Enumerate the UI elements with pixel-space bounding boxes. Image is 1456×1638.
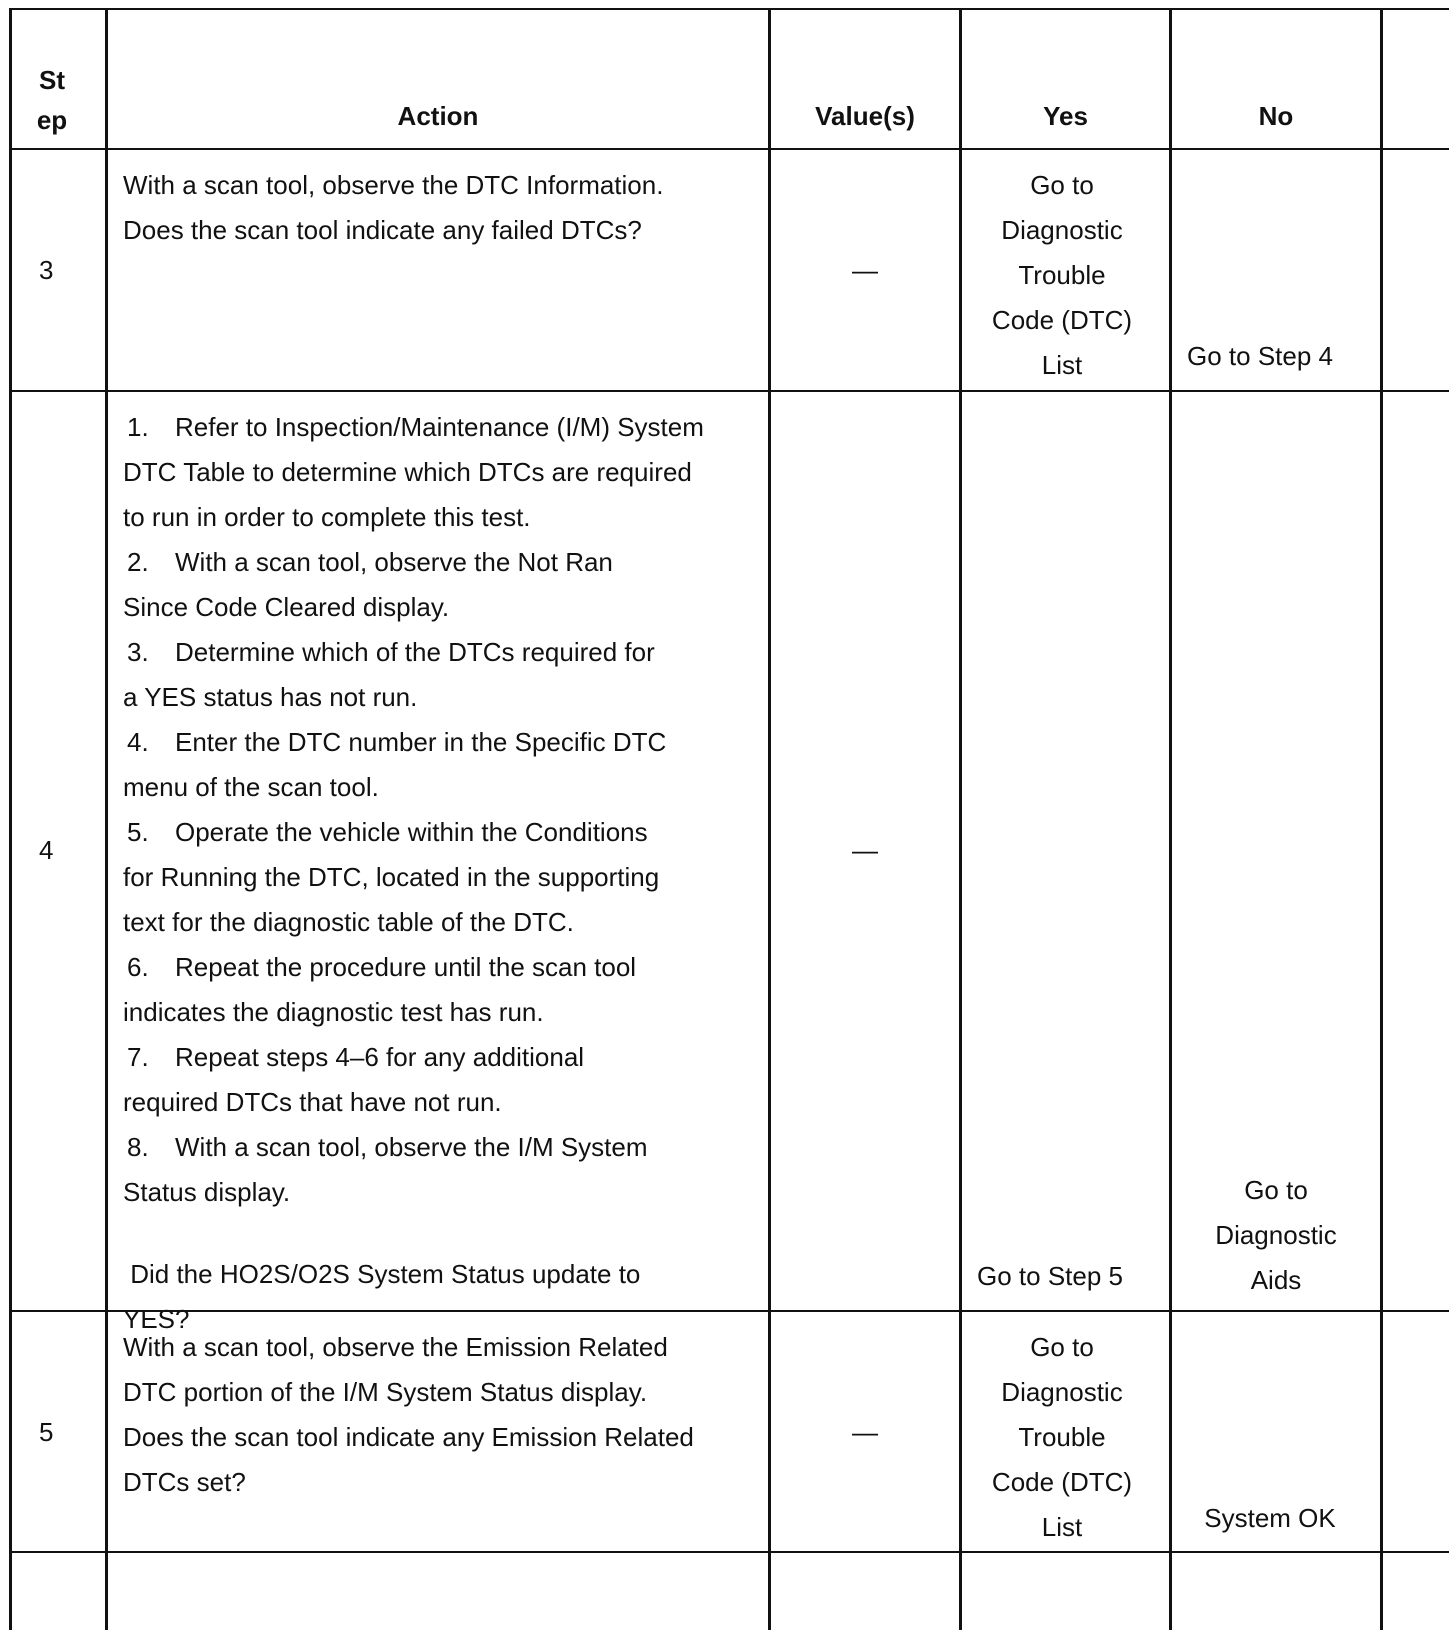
action-line: Does the scan tool indicate any Emission Related (123, 1422, 694, 1452)
action-line: Status display. (123, 1177, 291, 1207)
column-divider (1169, 8, 1172, 1630)
action-item-text: With a scan tool, observe the I/M System (175, 1132, 648, 1162)
action-line: menu of the scan tool. (123, 772, 379, 802)
row-step-number: 3 (39, 255, 54, 285)
yes-line: Go to (1030, 170, 1094, 200)
action-item (123, 540, 763, 585)
action-item-text: Operate the vehicle within the Conditions (175, 817, 648, 847)
table-border-bottom (9, 1551, 1449, 1553)
action-line: for Running the DTC, located in the supporting (123, 862, 660, 892)
header-step (12, 60, 92, 140)
row-action (123, 405, 763, 1342)
column-divider (105, 8, 108, 1630)
yes-line: List (1041, 1512, 1083, 1542)
action-item-number: 4. (127, 727, 149, 757)
action-item (123, 945, 763, 990)
action-item-number: 6. (127, 952, 149, 982)
action-item-number: 5. (127, 817, 149, 847)
question-line: Did the HO2S/O2S System Status update to (123, 1259, 641, 1289)
action-item (123, 630, 763, 675)
action-item-text: Enter the DTC number in the Specific DTC (175, 727, 667, 757)
yes-line: Go to (1030, 1332, 1094, 1362)
row-action (123, 163, 763, 253)
action-line: text for the diagnostic table of the DTC. (123, 907, 574, 937)
diagnostic-table (9, 8, 1449, 1630)
yes-line: Trouble (1018, 260, 1106, 290)
header-divider (9, 148, 1449, 150)
action-line: a YES status has not run. (123, 682, 418, 712)
action-item (123, 405, 763, 450)
action-line: With a scan tool, observe the Emission Related (123, 1332, 668, 1362)
row-value: — (852, 1417, 878, 1447)
action-item-text: Determine which of the DTCs required for (175, 637, 655, 667)
row-value: — (852, 255, 878, 285)
action-item (123, 720, 763, 765)
action-line: required DTCs that have not run. (123, 1087, 502, 1117)
row-step-number: 5 (39, 1417, 54, 1447)
row-yes-result (962, 163, 1162, 388)
action-line: Does the scan tool indicate any failed DTCs? (123, 215, 642, 245)
header-step-line: St (39, 65, 65, 95)
row-yes-result (962, 1325, 1162, 1550)
no-line: System OK (1204, 1503, 1336, 1533)
action-line: DTC Table to determine which DTCs are required (123, 457, 692, 487)
no-line: Go to (1244, 1175, 1308, 1205)
table-border-top (9, 8, 1449, 10)
yes-line: List (1041, 350, 1083, 380)
action-item (123, 1035, 763, 1080)
column-divider (1380, 8, 1383, 1630)
row-no-result (1172, 1496, 1368, 1541)
header-yes: Yes (1043, 101, 1088, 131)
row-yes-result (977, 1254, 1167, 1299)
yes-line: Diagnostic (1001, 1377, 1123, 1407)
action-line: indicates the diagnostic test has run. (123, 997, 544, 1027)
action-line: Since Code Cleared display. (123, 592, 450, 622)
row-value: — (852, 835, 878, 865)
action-line: With a scan tool, observe the DTC Information. (123, 170, 664, 200)
row-step-number: 4 (39, 835, 54, 865)
column-divider (9, 8, 12, 1630)
action-item-text: Repeat the procedure until the scan tool (175, 952, 637, 982)
action-item-number: 2. (127, 547, 149, 577)
action-item (123, 1125, 763, 1170)
yes-line: Diagnostic (1001, 215, 1123, 245)
action-item-number: 8. (127, 1132, 149, 1162)
action-item-number: 7. (127, 1042, 149, 1072)
row-divider (9, 390, 1449, 392)
action-item-text: With a scan tool, observe the Not Ran (175, 547, 613, 577)
row-no-result (1172, 1168, 1380, 1303)
row-action (123, 1325, 763, 1505)
yes-line: Go to Step 5 (977, 1261, 1123, 1291)
yes-line: Trouble (1018, 1422, 1106, 1452)
no-line: Aids (1250, 1265, 1302, 1295)
action-line: DTC portion of the I/M System Status display. (123, 1377, 648, 1407)
header-step-line: ep (36, 105, 68, 135)
action-item (123, 810, 763, 855)
action-item-text: Refer to Inspection/Maintenance (I/M) System (175, 412, 704, 442)
header-action: Action (397, 101, 479, 131)
no-line: Go to Step 4 (1187, 341, 1333, 371)
action-line: DTCs set? (123, 1467, 246, 1497)
yes-line: Code (DTC) (991, 1467, 1133, 1497)
header-values: Value(s) (815, 101, 915, 131)
action-item-text: Repeat steps 4–6 for any additional (175, 1042, 585, 1072)
header-no: No (1258, 101, 1294, 131)
yes-line: Code (DTC) (991, 305, 1133, 335)
action-item-number: 1. (127, 412, 149, 442)
no-line: Diagnostic (1215, 1220, 1337, 1250)
question-line: YES? (123, 1304, 190, 1334)
action-line: to run in order to complete this test. (123, 502, 531, 532)
row-no-result (1187, 334, 1377, 379)
action-item-number: 3. (127, 637, 149, 667)
